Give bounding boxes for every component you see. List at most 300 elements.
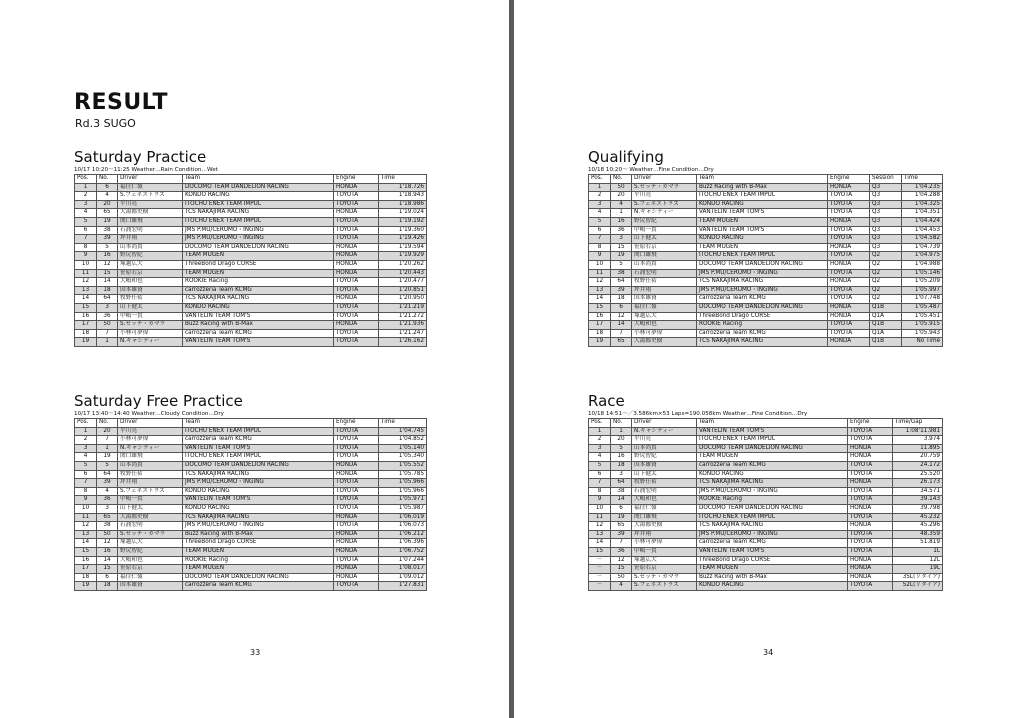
table-cell: 1'04.424 [902, 217, 943, 226]
table-cell: 牧野任祐 [632, 479, 697, 488]
table-cell: S.セッテ・カマラ [632, 183, 697, 192]
table-cell: 12 [589, 522, 611, 531]
table-cell: 64 [611, 278, 632, 287]
table-cell: 11 [589, 513, 611, 522]
results-table [74, 174, 427, 347]
table-cell: 14 [97, 278, 118, 287]
table-cell: 1'04.351 [902, 209, 943, 218]
table-cell: 18 [97, 286, 118, 295]
table-row [589, 522, 943, 531]
table-cell: 12 [611, 312, 632, 321]
table-cell: No Time [902, 338, 943, 347]
table-cell: Buzz Racing with B-Max [183, 321, 334, 330]
table-cell: 10 [75, 504, 97, 513]
table-cell: 17 [75, 565, 97, 574]
table-cell: TOYOTA [828, 209, 870, 218]
table-cell: TOYOTA [848, 487, 893, 496]
table-cell: Q3 [870, 209, 902, 218]
table-cell: 1'05.966 [379, 487, 427, 496]
table-cell: 坪井翔 [118, 479, 183, 488]
table-cell: 2 [589, 436, 611, 445]
table-cell: 13 [589, 286, 611, 295]
table-cell: 笹原右京 [118, 269, 183, 278]
table-cell: 平川亮 [632, 436, 697, 445]
table-cell: 野尻智紀 [118, 547, 183, 556]
table-cell: 1'19.929 [379, 252, 427, 261]
table-cell: 15 [611, 243, 632, 252]
column-header: Pos. [589, 175, 611, 184]
table-cell: TOYOTA [334, 329, 379, 338]
table-cell: JMS P.MU/CERUMO・INGING [697, 269, 828, 278]
table-cell: TOYOTA [828, 235, 870, 244]
page-number: 33 [250, 648, 261, 657]
table-cell: JMS P.MU/CERUMO・INGING [697, 487, 848, 496]
table-cell: 1 [75, 183, 97, 192]
table-cell: 1'05.552 [379, 461, 427, 470]
table-cell: － [589, 565, 611, 574]
table-cell: 15 [611, 565, 632, 574]
table-cell: 小林可夢偉 [118, 436, 183, 445]
table-cell: 15 [589, 303, 611, 312]
table-cell: JMS P.MU/CERUMO・INGING [183, 226, 334, 235]
table-cell: 牧野任祐 [118, 470, 183, 479]
table-cell: 6 [611, 504, 632, 513]
table-cell: 65 [97, 209, 118, 218]
table-cell: 福住仁嶺 [118, 573, 183, 582]
table-cell: VANTELIN TEAM TOM'S [183, 338, 334, 347]
column-header: Pos. [75, 175, 97, 184]
table-cell: 6 [611, 303, 632, 312]
table-cell: 1 [75, 427, 97, 436]
column-header: Pos. [75, 419, 97, 428]
table-cell: 2 [75, 192, 97, 201]
table-cell: 1'05.966 [379, 479, 427, 488]
table-row [75, 461, 427, 470]
table-cell: 6 [75, 470, 97, 479]
table-row [75, 321, 427, 330]
table-cell: carrozzeria Team KCMG [183, 436, 334, 445]
table-cell: 5 [589, 217, 611, 226]
table-row [589, 260, 943, 269]
table-row [75, 183, 427, 192]
table-cell: 1'19.024 [379, 209, 427, 218]
table-cell: ROOKIE Racing [183, 278, 334, 287]
table-cell: ROOKIE Racing [183, 556, 334, 565]
table-cell: 1'26.162 [379, 338, 427, 347]
table-cell: S.フェネストラズ [632, 200, 697, 209]
table-cell: HONDA [828, 217, 870, 226]
table-cell: 小林可夢偉 [632, 329, 697, 338]
table-cell: 2 [589, 192, 611, 201]
table-cell: ThreeBond Drago CORSE [183, 539, 334, 548]
table-cell: 18 [589, 329, 611, 338]
table-cell: carrozzeria Team KCMG [183, 329, 334, 338]
table-cell: 14 [611, 321, 632, 330]
table-cell: 石浦宏明 [632, 269, 697, 278]
table-cell: 野尻智紀 [632, 453, 697, 462]
table-cell: 39 [97, 235, 118, 244]
table-cell: 1'04.975 [902, 252, 943, 261]
table-cell: 3 [589, 444, 611, 453]
column-header: Engine [828, 175, 870, 184]
table-cell: 関口雄飛 [632, 513, 697, 522]
table-cell: VANTELIN TEAM TOM'S [697, 209, 828, 218]
table-cell: 国本雄資 [118, 582, 183, 591]
table-cell: TEAM MUGEN [183, 547, 334, 556]
table-cell: 10 [589, 504, 611, 513]
table-cell: 5 [589, 461, 611, 470]
table-cell: 20.759 [893, 453, 943, 462]
table-cell: 19 [611, 252, 632, 261]
table-cell: TOYOTA [334, 200, 379, 209]
table-cell: carrozzeria Team KCMG [697, 295, 828, 304]
table-cell: KONDO RACING [697, 582, 848, 591]
table-cell: DOCOMO TEAM DANDELION RACING [697, 504, 848, 513]
table-cell: 1'09.012 [379, 573, 427, 582]
table-row [589, 565, 943, 574]
table-row [75, 539, 427, 548]
table-cell: DOCOMO TEAM DANDELION RACING [183, 573, 334, 582]
table-cell: Q1A [870, 312, 902, 321]
table-row [589, 252, 943, 261]
table-row [75, 243, 427, 252]
table-cell: Q2 [870, 269, 902, 278]
table-cell: HONDA [828, 338, 870, 347]
table-cell: － [589, 556, 611, 565]
table-cell: 14 [589, 539, 611, 548]
saturday-free-practice-section [74, 392, 427, 591]
table-cell: Q3 [870, 217, 902, 226]
table-cell: ITOCHU ENEX TEAM IMPUL [697, 513, 848, 522]
table-row [589, 321, 943, 330]
table-cell: 14 [589, 295, 611, 304]
table-cell: TCS NAKAJIMA RACING [183, 470, 334, 479]
column-header: No. [97, 175, 118, 184]
table-cell: 3 [611, 235, 632, 244]
table-cell: 16 [75, 312, 97, 321]
table-cell: VANTELIN TEAM TOM'S [697, 427, 848, 436]
table-cell: KONDO RACING [183, 504, 334, 513]
table-cell: 小林可夢偉 [632, 539, 697, 548]
table-cell: 1'21.272 [379, 312, 427, 321]
table-cell: TOYOTA [828, 192, 870, 201]
session-conditions: 10/18 10:20～ Weather…Fine Condition…Dry [588, 167, 714, 173]
table-cell: S.フェネストラズ [632, 582, 697, 591]
table-cell: N.キャシディー [632, 427, 697, 436]
table-cell: HONDA [848, 565, 893, 574]
table-cell: HONDA [848, 479, 893, 488]
table-cell: carrozzeria Team KCMG [697, 539, 848, 548]
table-cell: 6 [589, 470, 611, 479]
table-cell: TOYOTA [848, 470, 893, 479]
table-row [75, 504, 427, 513]
table-cell: 12 [75, 522, 97, 531]
table-cell: 1'18.943 [379, 192, 427, 201]
table-row [75, 329, 427, 338]
table-cell: 39 [97, 479, 118, 488]
table-row [589, 573, 943, 582]
table-row [589, 192, 943, 201]
table-cell: VANTELIN TEAM TOM'S [697, 547, 848, 556]
table-cell: 関口雄飛 [118, 453, 183, 462]
table-cell: 8 [75, 243, 97, 252]
table-cell: HONDA [334, 321, 379, 330]
table-cell: 山下健太 [632, 235, 697, 244]
table-cell: S.セッテ・カマラ [118, 321, 183, 330]
table-cell: 64 [97, 470, 118, 479]
table-cell: TEAM MUGEN [697, 565, 848, 574]
table-cell: 山本尚貴 [118, 243, 183, 252]
table-row [75, 269, 427, 278]
table-cell: 15 [75, 303, 97, 312]
table-row [589, 278, 943, 287]
table-cell: HONDA [334, 565, 379, 574]
session-conditions: 10/17 10:20～11:25 Weather…Rain Condition…Wet [74, 167, 218, 173]
table-cell: 7 [611, 329, 632, 338]
table-cell: 17 [589, 321, 611, 330]
table-cell: 14 [97, 556, 118, 565]
table-cell: 16 [75, 556, 97, 565]
table-row [589, 243, 943, 252]
table-cell: 14 [611, 496, 632, 505]
table-cell: 11.895 [893, 444, 943, 453]
table-cell: － [589, 573, 611, 582]
table-cell: HONDA [334, 295, 379, 304]
table-cell: 64 [97, 295, 118, 304]
table-cell: 9 [75, 496, 97, 505]
table-cell: 4 [589, 453, 611, 462]
table-row [589, 269, 943, 278]
table-cell: TOYOTA [334, 427, 379, 436]
table-cell: TOYOTA [828, 226, 870, 235]
table-row [75, 192, 427, 201]
table-cell: 5 [75, 217, 97, 226]
table-cell: Q3 [870, 192, 902, 201]
column-header: Team [697, 419, 848, 428]
table-cell: 16 [97, 252, 118, 261]
table-cell: 1'18.986 [379, 200, 427, 209]
table-cell: 1'19.192 [379, 217, 427, 226]
table-cell: 1'20.851 [379, 286, 427, 295]
table-row [75, 453, 427, 462]
results-table [74, 418, 427, 591]
table-cell: 12 [97, 260, 118, 269]
table-cell: ITOCHU ENEX TEAM IMPUL [697, 192, 828, 201]
table-cell: 野尻智紀 [632, 217, 697, 226]
table-cell: 14 [75, 539, 97, 548]
table-cell: ITOCHU ENEX TEAM IMPUL [697, 436, 848, 445]
session-conditions: 10/17 13:40～14:40 Weather…Cloudy Condition…Dry [74, 411, 224, 417]
table-cell: TOYOTA [334, 286, 379, 295]
table-row [75, 260, 427, 269]
table-cell: TCS NAKAJIMA RACING [183, 513, 334, 522]
table-cell: TOYOTA [334, 226, 379, 235]
table-cell: TOYOTA [848, 582, 893, 591]
table-cell: TOYOTA [848, 461, 893, 470]
table-cell: 1'04.745 [379, 427, 427, 436]
table-cell: 7 [589, 235, 611, 244]
table-cell: 11 [589, 269, 611, 278]
table-cell: 坪井翔 [632, 286, 697, 295]
table-cell: TOYOTA [848, 513, 893, 522]
table-cell: 15 [97, 269, 118, 278]
table-cell: 15 [589, 547, 611, 556]
table-cell: HONDA [828, 260, 870, 269]
table-row [75, 470, 427, 479]
table-row [75, 278, 427, 287]
column-header: Engine [334, 175, 379, 184]
column-header: Session [870, 175, 902, 184]
table-cell: 山本尚貴 [632, 444, 697, 453]
table-row [589, 303, 943, 312]
table-cell: Q2 [870, 260, 902, 269]
column-header: Time/Gap [893, 419, 943, 428]
table-cell: 大嶋和也 [632, 496, 697, 505]
table-row [75, 295, 427, 304]
table-cell: DOCOMO TEAM DANDELION RACING [183, 243, 334, 252]
section-heading: Race [588, 392, 625, 410]
table-cell: Q3 [870, 183, 902, 192]
table-cell: 1'05.487 [902, 303, 943, 312]
table-cell: 3 [97, 504, 118, 513]
table-row [589, 496, 943, 505]
table-row [589, 427, 943, 436]
table-cell: 3.974 [893, 436, 943, 445]
table-cell: 38 [611, 487, 632, 496]
column-header: Engine [848, 419, 893, 428]
left-page [0, 0, 509, 718]
table-cell: 平川亮 [118, 200, 183, 209]
table-cell: 中嶋一貴 [632, 547, 697, 556]
table-cell: TOYOTA [828, 321, 870, 330]
table-cell: 1'21.936 [379, 321, 427, 330]
table-cell: 1'06.019 [379, 513, 427, 522]
table-cell: KONDO RACING [697, 470, 848, 479]
table-cell: 1'04.235 [902, 183, 943, 192]
table-cell: 12 [97, 539, 118, 548]
table-cell: JMS P.MU/CERUMO・INGING [697, 530, 848, 539]
table-cell: TOYOTA [334, 496, 379, 505]
table-cell: 20 [611, 192, 632, 201]
table-cell: 1'20.477 [379, 278, 427, 287]
table-cell: TEAM MUGEN [183, 269, 334, 278]
column-header: Team [183, 175, 334, 184]
table-cell: 福住仁嶺 [632, 504, 697, 513]
table-cell: 25.520 [893, 470, 943, 479]
table-cell: 65 [611, 522, 632, 531]
table-row [75, 252, 427, 261]
table-cell: TCS NAKAJIMA RACING [697, 338, 828, 347]
table-cell: ITOCHU ENEX TEAM IMPUL [183, 217, 334, 226]
table-cell: Q3 [870, 235, 902, 244]
table-row [589, 479, 943, 488]
table-cell: 16 [611, 453, 632, 462]
table-row [75, 217, 427, 226]
table-row [589, 504, 943, 513]
table-cell: 10 [589, 260, 611, 269]
table-cell: 6 [97, 183, 118, 192]
table-cell: HONDA [828, 183, 870, 192]
table-cell: 1'21.247 [379, 329, 427, 338]
table-cell: Q1B [870, 321, 902, 330]
table-cell: 塚越広大 [118, 539, 183, 548]
table-cell: HONDA [848, 444, 893, 453]
table-row [75, 338, 427, 347]
table-cell: 39.798 [893, 504, 943, 513]
table-cell: 1:08'11.981 [893, 427, 943, 436]
table-cell: 45.296 [893, 522, 943, 531]
table-row [75, 547, 427, 556]
table-cell: TOYOTA [334, 522, 379, 531]
table-row [589, 436, 943, 445]
table-row [589, 329, 943, 338]
table-cell: 7 [97, 436, 118, 445]
table-row [75, 530, 427, 539]
table-cell: TOYOTA [828, 269, 870, 278]
table-cell: Q2 [870, 286, 902, 295]
table-cell: TOYOTA [334, 303, 379, 312]
table-cell: 平川亮 [118, 427, 183, 436]
table-cell: ThreeBond Drago CORSE [697, 312, 828, 321]
table-cell: 大嶋和也 [118, 556, 183, 565]
table-row [75, 479, 427, 488]
table-cell: HONDA [848, 453, 893, 462]
table-cell: 15 [75, 547, 97, 556]
table-cell: 39.143 [893, 496, 943, 505]
table-cell: VANTELIN TEAM TOM'S [183, 444, 334, 453]
table-cell: 8 [589, 487, 611, 496]
column-header: Time [902, 175, 943, 184]
table-row [589, 200, 943, 209]
table-cell: 1'05.915 [902, 321, 943, 330]
table-cell: 6 [589, 226, 611, 235]
table-cell: Buzz Racing with B-Max [183, 530, 334, 539]
table-row [589, 312, 943, 321]
table-cell: 8 [75, 487, 97, 496]
table-cell: 4 [611, 200, 632, 209]
table-cell: 1'05.943 [902, 329, 943, 338]
round-subtitle: Rd.3 SUGO [75, 117, 136, 130]
table-cell: 笹原右京 [632, 243, 697, 252]
table-row [75, 565, 427, 574]
page-title: RESULT [74, 90, 169, 115]
table-cell: 1'05.140 [379, 444, 427, 453]
table-cell: 3 [75, 200, 97, 209]
column-header: Team [183, 419, 334, 428]
table-cell: TOYOTA [334, 312, 379, 321]
table-cell: 山下健太 [118, 504, 183, 513]
table-cell: 11 [75, 513, 97, 522]
table-cell: S.セッテ・カマラ [118, 530, 183, 539]
table-cell: 19 [75, 582, 97, 591]
table-row [589, 470, 943, 479]
table-cell: 1'04.582 [902, 235, 943, 244]
table-cell: 4 [97, 487, 118, 496]
table-cell: 1'19.360 [379, 226, 427, 235]
table-cell: S.フェネストラズ [118, 487, 183, 496]
table-cell: 国本雄資 [632, 295, 697, 304]
table-cell: TEAM MUGEN [183, 565, 334, 574]
table-cell: 1'20.262 [379, 260, 427, 269]
column-header: Driver [632, 175, 697, 184]
table-cell: 19 [97, 217, 118, 226]
table-cell: HONDA [848, 556, 893, 565]
table-cell: TEAM MUGEN [183, 252, 334, 261]
table-cell: 1'06.752 [379, 547, 427, 556]
table-cell: JMS P.MU/CERUMO・INGING [183, 235, 334, 244]
table-cell: JMS P.MU/CERUMO・INGING [697, 286, 828, 295]
table-cell: 34.571 [893, 487, 943, 496]
